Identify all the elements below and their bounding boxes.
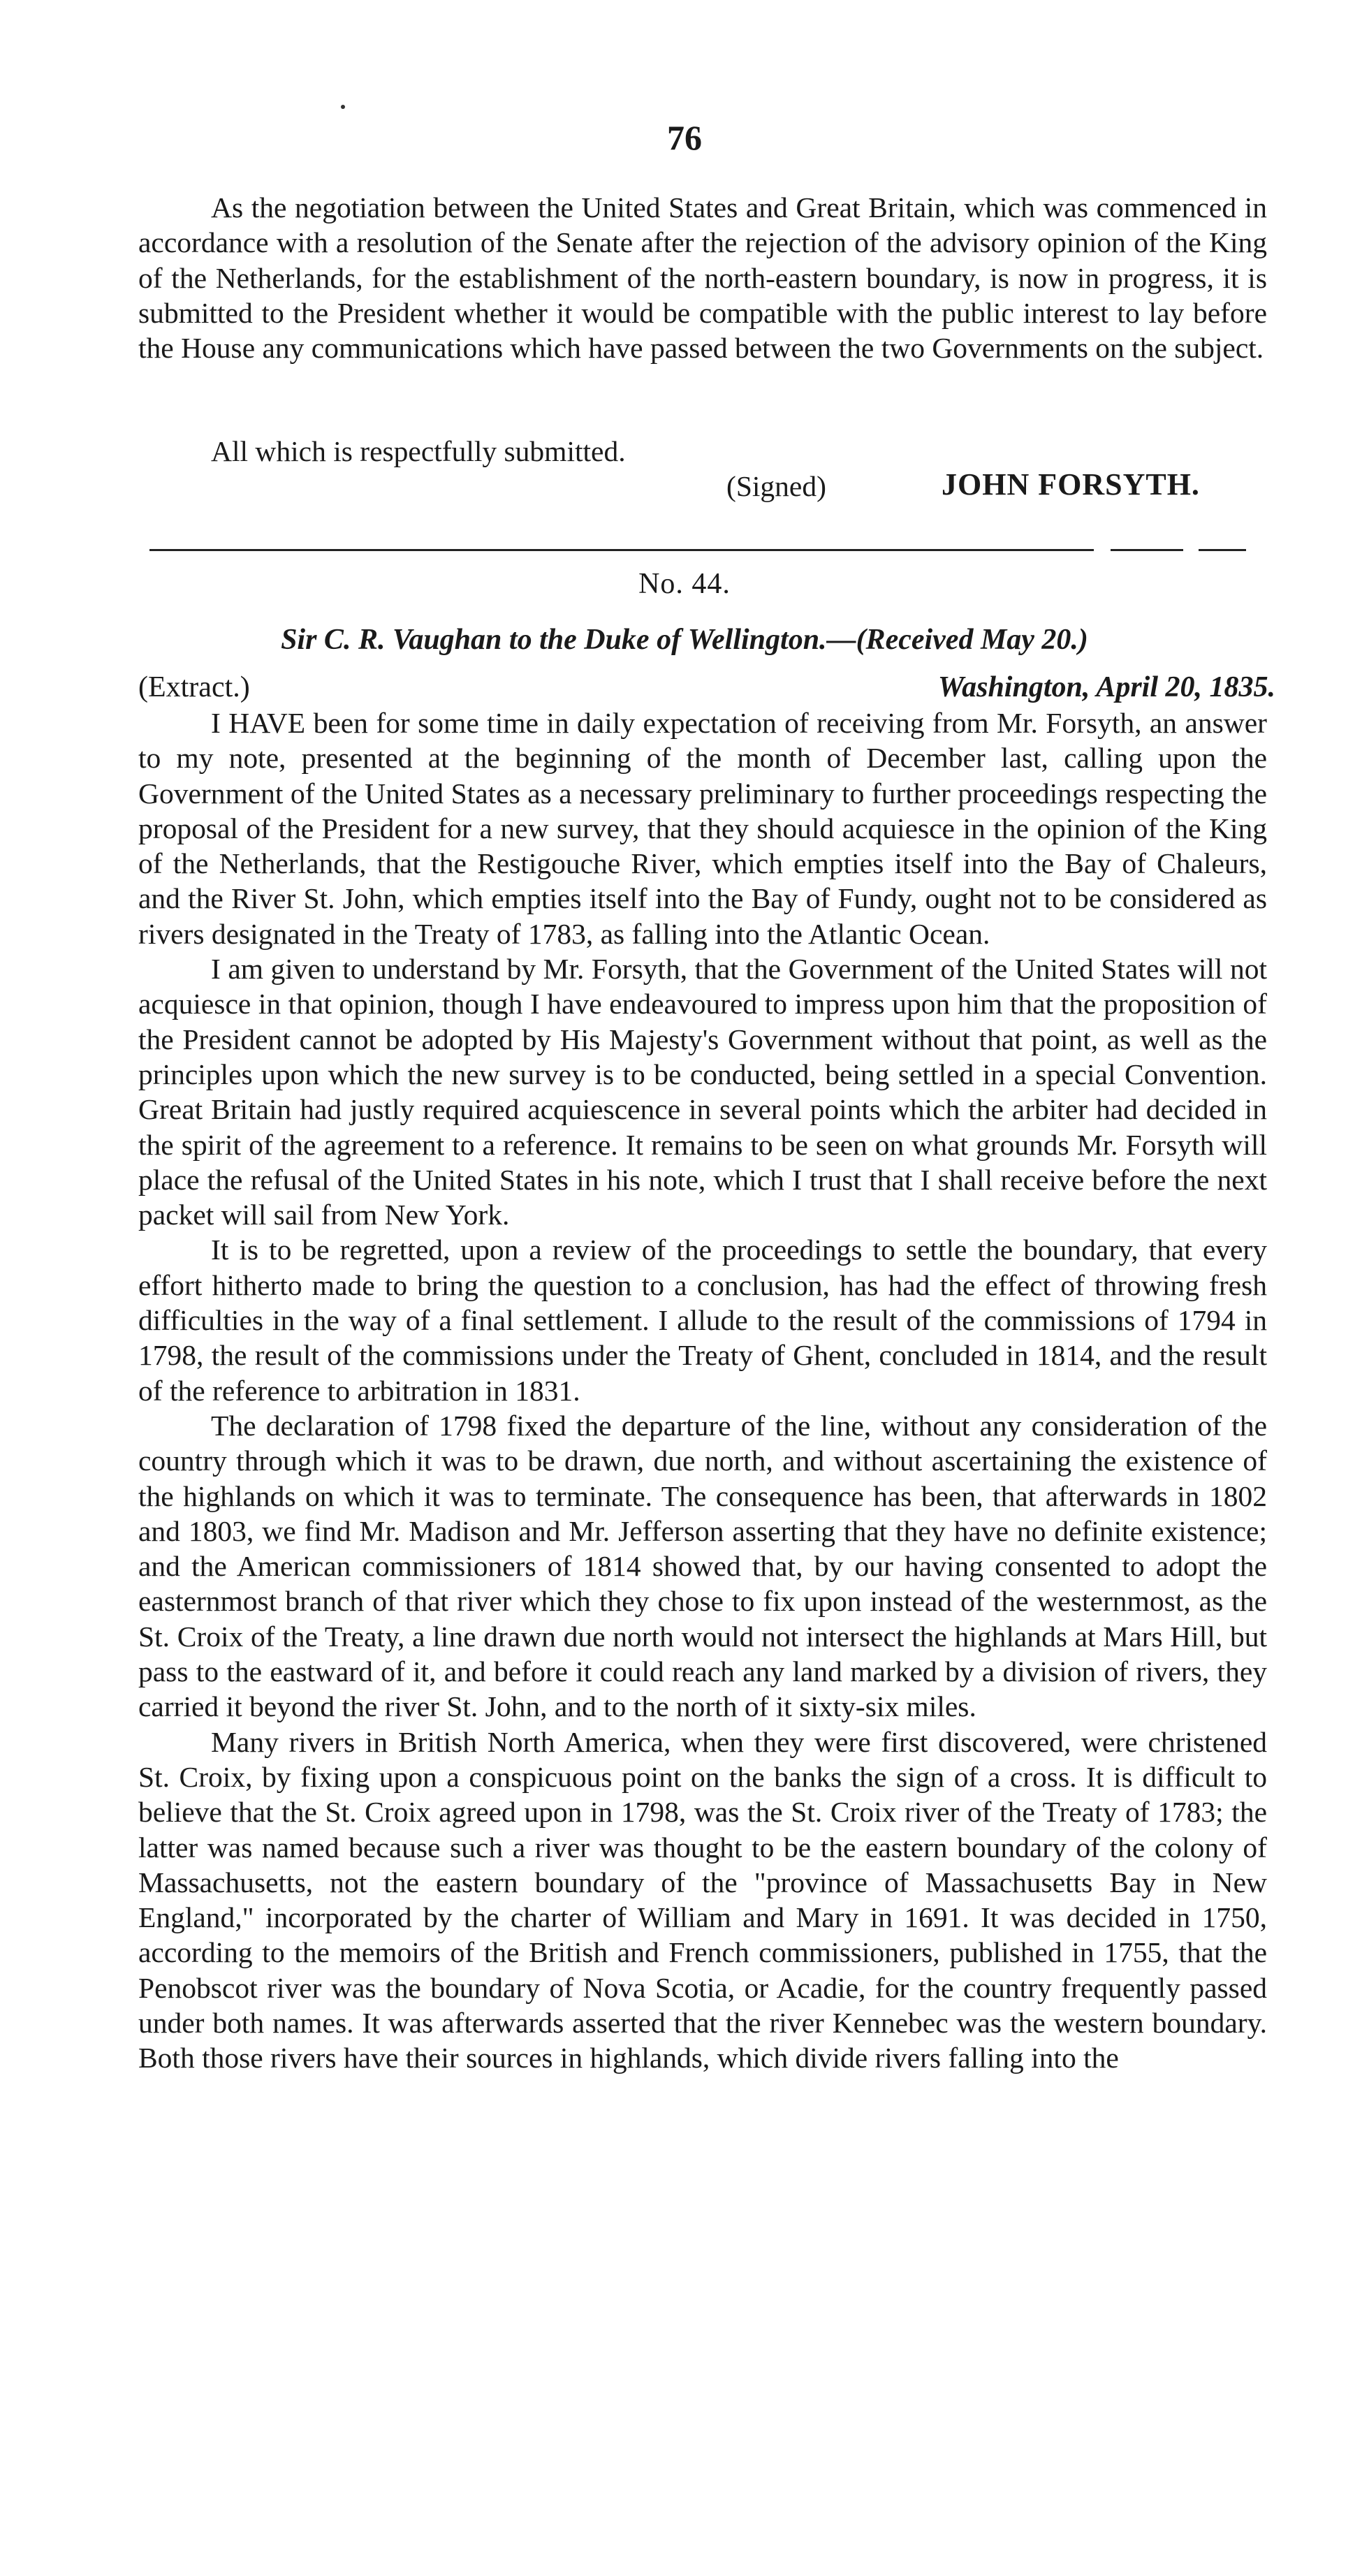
received-date: —(Received May 20.) [826, 624, 1088, 656]
dateline: Washington, April 20, 1835. [937, 671, 1275, 703]
letter-body [138, 705, 1267, 2076]
separator-rule-segment [1199, 549, 1246, 551]
separator-rule [149, 549, 1094, 551]
document-title [0, 623, 1369, 657]
extract-label: (Extract.) [138, 671, 250, 703]
closing-line: All which is respectfully submitted. [211, 435, 626, 467]
body-paragraph: I HAVE been for some time in daily expectation of receiving from Mr. Forsyth, an answer to my note, presented at the beginning of the month of December last, calling upon the Government of the United States as a necessary preliminary to further proceedings respecting the proposal of the President for a new survey, that they should acquiesce in the opinion of the King of the Netherlands, that the Restigouche River, which empties itself into the Bay of Chaleurs, and the River St. John, which empties itself into the Bay of Fundy, ought not to be considered as rivers designated in the Treaty of 1783, as falling into the Atlantic Ocean. [138, 707, 1267, 950]
intro-section [138, 190, 1267, 365]
body-paragraph: Many rivers in British North America, when they were first discovered, were christened St. Croix, by fixing upon a conspicuous point on the banks the sign of a cross. It is difficult to believe that the St. Croix agreed upon in 1798, was the St. Croix river of the Treaty of 1783; the latter was named because such a river was thought to be the eastern boundary of the colony of Massachusetts, not the eastern boundary of the "province of Massachusetts Bay in New England," incorporated by the charter of William and Mary in 1691. It was decided in 1750, according to the memoirs of the British and French commissioners, published in 1755, that the Penobscot river was the boundary of Nova Scotia, or Acadie, for the country frequently passed under both names. It was afterwards asserted that the river Kennebec was the western boundary. Both those rivers have their sources in highlands, which divide rivers falling into the [138, 1725, 1267, 2074]
ink-speck [341, 105, 345, 109]
intro-paragraph: As the negotiation between the United States and Great Britain, which was commenced in accordance with a resolution of the Senate after the rejection of the advisory opinion of the King of the Netherlands, for the establishment of the north-eastern boundary, is now in progress, it is submitted to the President whether it would be compatible with the public interest to lay before the House any communications which have passed between the two Governments on the subject. [138, 191, 1267, 365]
page-number: 76 [667, 118, 702, 157]
signed-label: (Signed) [726, 470, 826, 502]
title-text: Sir C. R. Vaughan to the Duke of Wellington. [281, 624, 827, 656]
body-paragraph: It is to be regretted, upon a review of the proceedings to settle the boundary, that every effort hitherto made to bring the question to a conclusion, has had the effect of throwing fresh difficulties in the way of a final settlement. I allude to the result of the commissions of 1794 in 1798, the result of the commissions under the Treaty of Ghent, concluded in 1814, and the result of the reference to arbitration in 1831. [138, 1234, 1267, 1407]
signer-name: JOHN FORSYTH. [942, 467, 1200, 502]
separator-rule-segment [1111, 549, 1183, 551]
body-paragraph: The declaration of 1798 fixed the departure of the line, without any consideration of the country through which it was to be drawn, due north, and without ascertaining the existence of the highlands on which it was to terminate. The consequence has been, that afterwards in 1802 and 1803, we find Mr. Madison and Mr. Jefferson asserting that they have no definite existence; and the American commissioners of 1814 showed that, by our having consented to adopt the easternmost branch of that river which they chose to fix upon instead of the westernmost, as the St. Croix of the Treaty, a line drawn due north would not intersect the highlands at Mars Hill, but pass to the eastward of it, and before it could reach any land marked by a division of rivers, they carried it beyond the river St. John, and to the north of it sixty-six miles. [138, 1409, 1267, 1723]
document-number: No. 44. [638, 568, 731, 600]
body-paragraph: I am given to understand by Mr. Forsyth, that the Government of the United States will not acquiesce in that opinion, though I have endeavoured to impress upon him that the proposition of the President cannot be adopted by His Majesty's Government without that point, as well as the principles upon which the new survey is to be conducted, being settled in a special Convention. Great Britain had justly required acquiescence in several points which the arbiter had decided in the spirit of the agreement to a reference. It remains to be seen on what grounds Mr. Forsyth will place the refusal of the United States in his note, which I trust that I shall receive before the next packet will sail from New York. [138, 953, 1267, 1231]
